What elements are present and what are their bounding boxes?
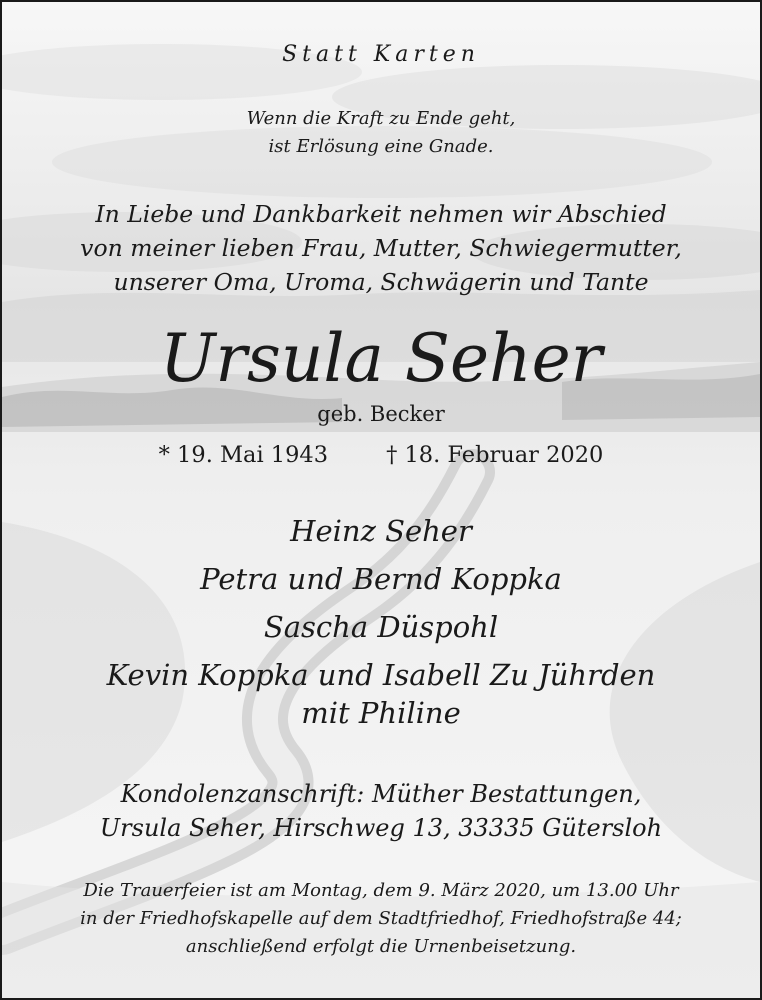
obituary-content	[2, 2, 760, 998]
funeral-line-2: in der Friedhofskapelle auf dem Stadtfriedhof, Friedhofstraße 44;	[80, 908, 682, 929]
condolence-line-1: Kondolenzanschrift: Müther Bestattungen,	[120, 780, 642, 808]
birth-name: geb. Becker	[317, 402, 445, 426]
family-member: mit Philine	[301, 696, 461, 730]
condolence-line-2: Ursula Seher, Hirschweg 13, 33335 Gütersloh	[99, 814, 663, 842]
funeral-line-3: anschließend erfolgt die Urnenbeisetzung.	[185, 936, 577, 957]
family-member: Sascha Düspohl	[263, 610, 499, 644]
life-dates	[2, 442, 760, 468]
quote-line-1: Wenn die Kraft zu Ende geht,	[246, 108, 516, 129]
statt-karten-heading: Statt Karten	[282, 42, 480, 67]
birth-date: * 19. Mai 1943	[158, 442, 329, 468]
intro-line-1: In Liebe und Dankbarkeit nehmen wir Abschied	[95, 200, 667, 228]
intro-line-2: von meiner lieben Frau, Mutter, Schwiegermutter,	[80, 234, 682, 262]
death-date: † 18. Februar 2020	[386, 442, 604, 468]
quote-line-2: ist Erlösung eine Gnade.	[268, 136, 494, 157]
family-member: Petra und Bernd Koppka	[200, 562, 562, 596]
intro-line-3: unserer Oma, Uroma, Schwägerin und Tante	[113, 268, 649, 296]
funeral-line-1: Die Trauerfeier ist am Montag, dem 9. März 2020, um 13.00 Uhr	[83, 880, 679, 901]
deceased-name: Ursula Seher	[159, 320, 603, 397]
family-member: Kevin Koppka und Isabell Zu Jührden	[106, 658, 656, 692]
family-member: Heinz Seher	[290, 514, 472, 548]
